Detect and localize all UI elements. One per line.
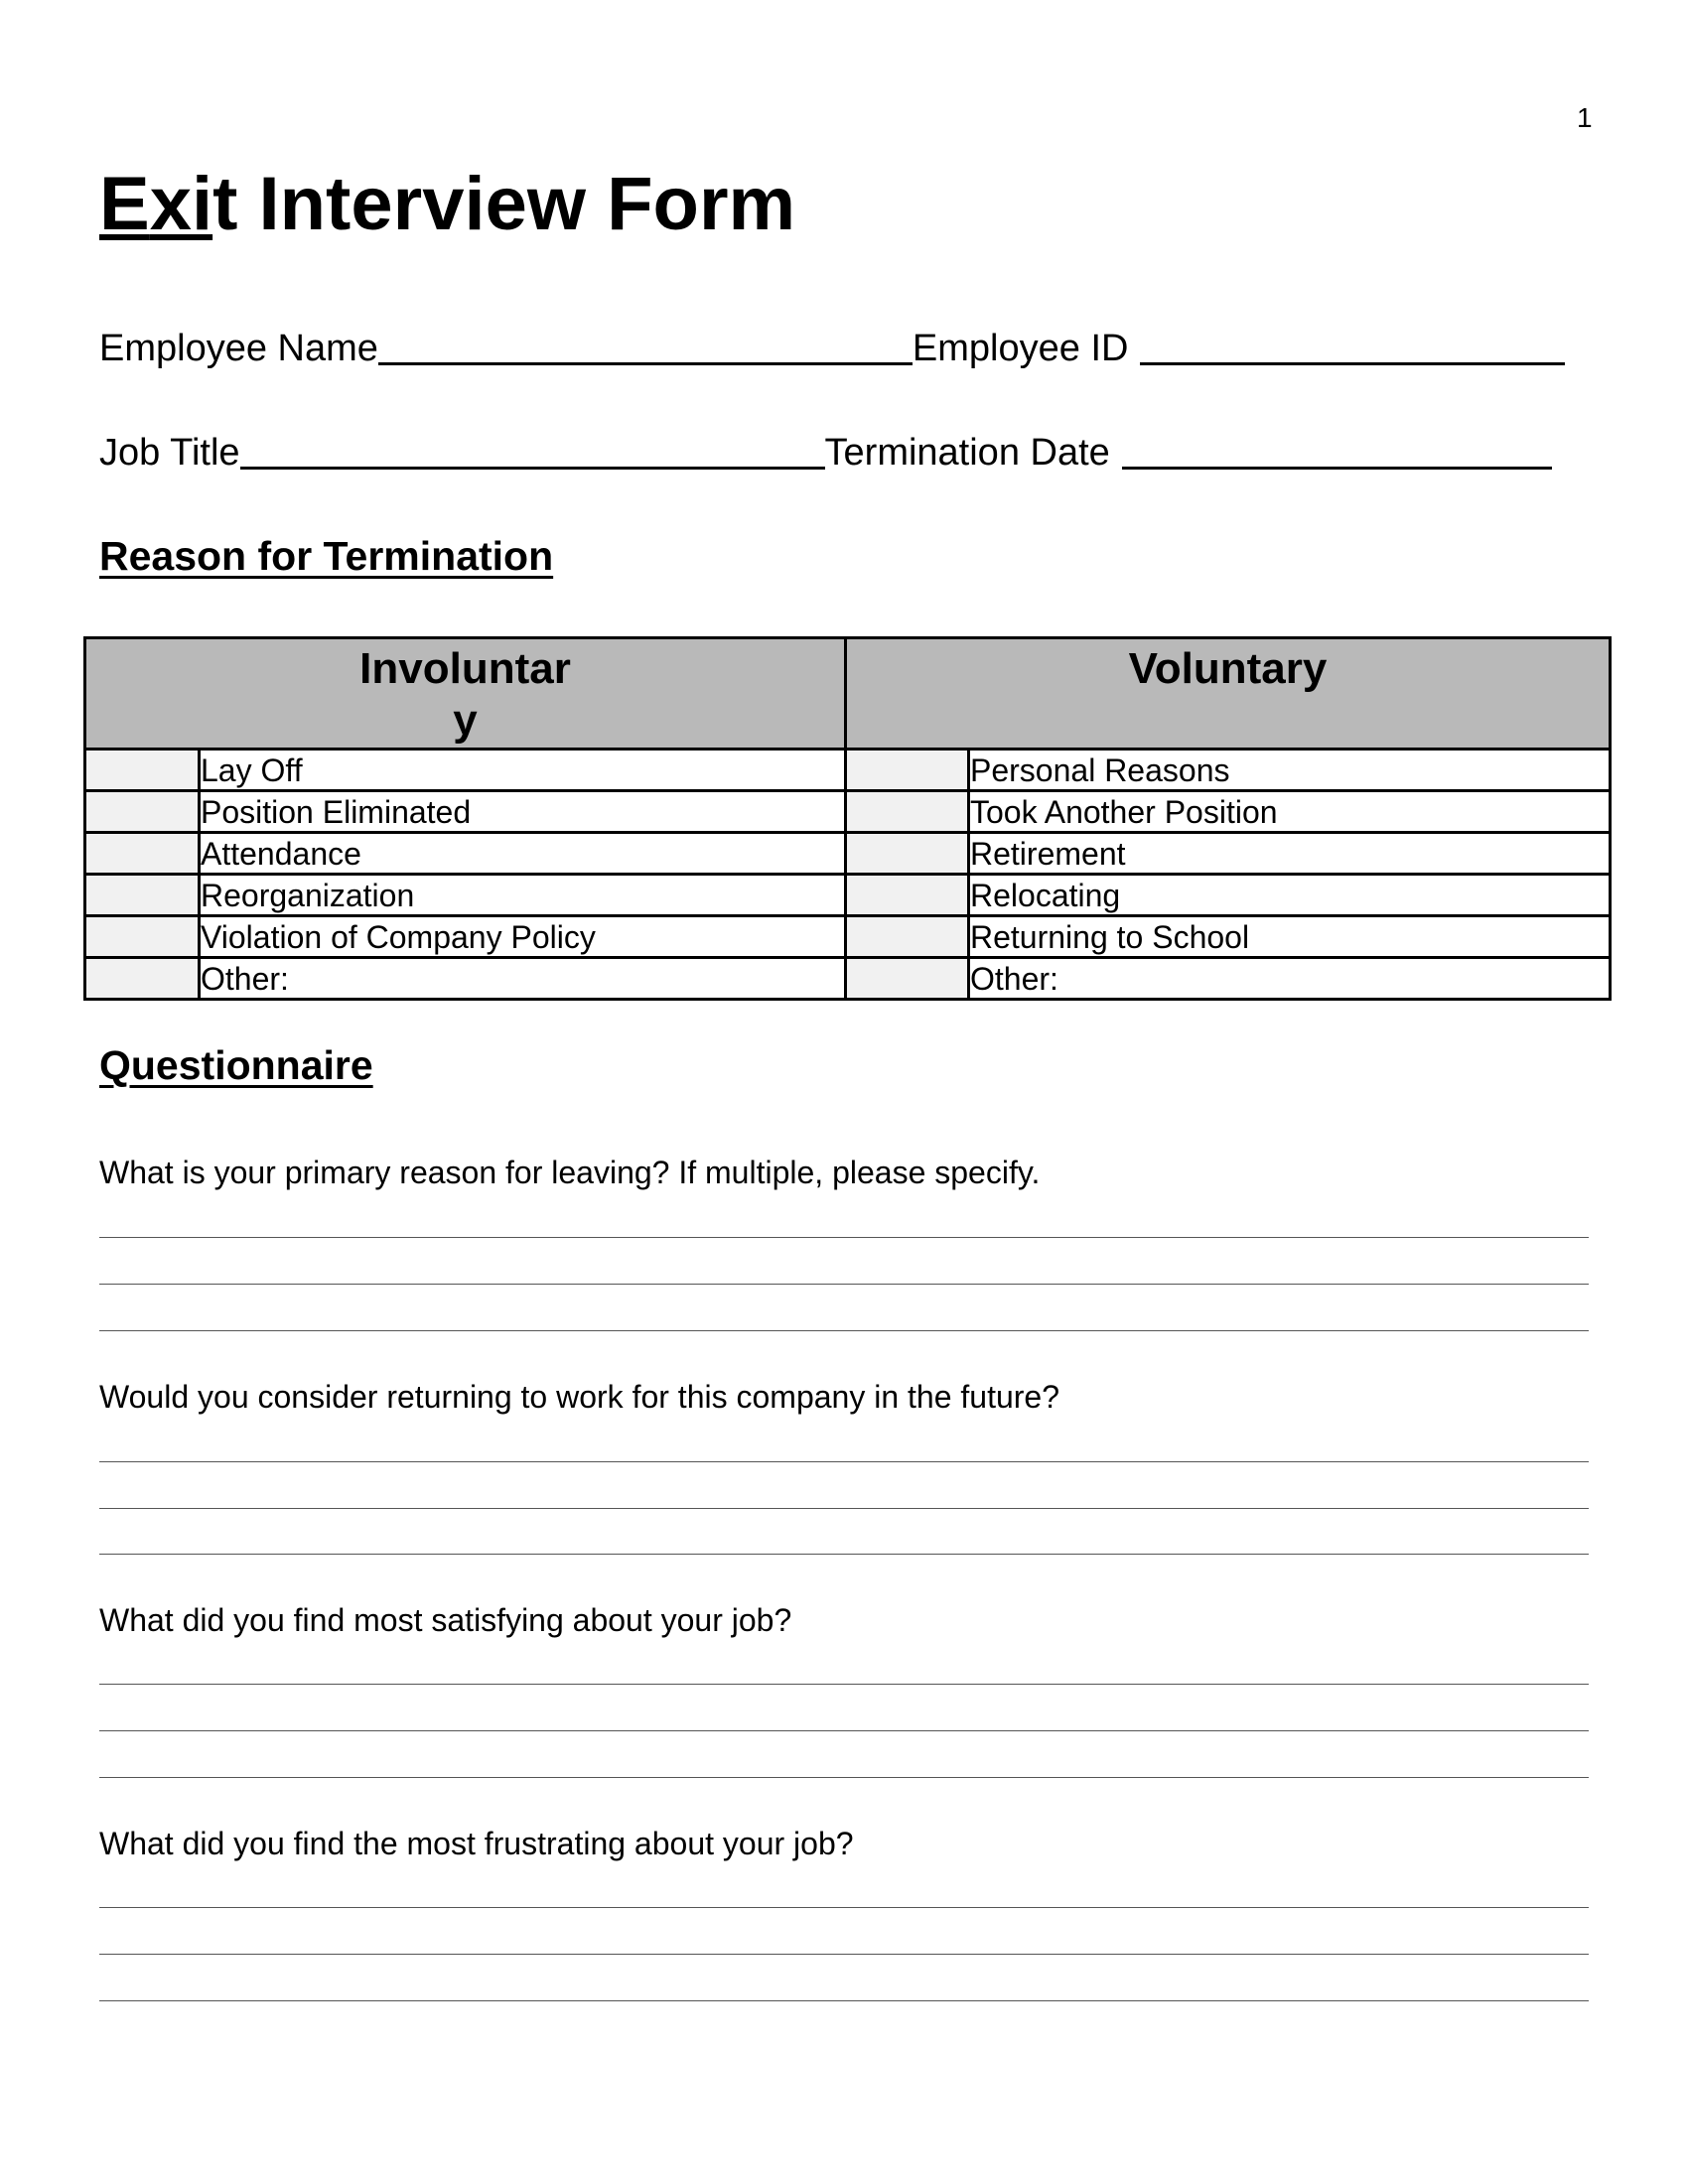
table-row [85,958,1611,1000]
job-row [99,427,1552,476]
involuntary-header-line2: y [453,696,478,745]
employee-row [99,323,1565,371]
involuntary-header-line1: Involuntar [359,644,571,693]
answer-line[interactable] [99,1461,1589,1462]
answer-line[interactable] [99,1777,1589,1778]
title-part-underlined: E [99,162,150,246]
question-4: What did you find the most frustrating about your job? [99,1826,854,1861]
question-2: Would you consider returning to work for this company in the future? [99,1379,1060,1415]
answer-line[interactable] [99,1554,1589,1555]
involuntary-label: Position Eliminated [200,791,846,833]
involuntary-label: Violation of Company Policy [200,916,846,958]
voluntary-checkbox[interactable] [846,833,969,875]
involuntary-checkbox[interactable] [85,958,200,1000]
voluntary-label: Personal Reasons [969,750,1611,791]
involuntary-checkbox[interactable] [85,875,200,916]
employee-name-field[interactable] [378,323,913,365]
involuntary-label: Reorganization [200,875,846,916]
answer-line[interactable] [99,1330,1589,1331]
termination-date-field[interactable] [1122,427,1552,470]
involuntary-label: Other: [200,958,846,1000]
table-row [85,750,1611,791]
table-row [85,916,1611,958]
voluntary-label: Relocating [969,875,1611,916]
answer-line[interactable] [99,1907,1589,1908]
involuntary-label: Attendance [200,833,846,875]
answer-line[interactable] [99,1730,1589,1731]
voluntary-label: Took Another Position [969,791,1611,833]
page-number: 1 [1577,102,1593,133]
reason-heading: Reason for Termination [99,533,554,579]
voluntary-checkbox[interactable] [846,750,969,791]
voluntary-header: Voluntary [846,638,1611,750]
title-part-rest: t Interview Form [212,162,796,246]
termination-date-label: Termination Date [824,432,1110,474]
involuntary-label: Lay Off [200,750,846,791]
page-title [99,162,796,246]
answer-line[interactable] [99,1954,1589,1955]
voluntary-label: Other: [969,958,1611,1000]
table-row [85,875,1611,916]
voluntary-checkbox[interactable] [846,916,969,958]
involuntary-checkbox[interactable] [85,916,200,958]
table-row [85,791,1611,833]
involuntary-checkbox[interactable] [85,833,200,875]
voluntary-label: Retirement [969,833,1611,875]
involuntary-checkbox[interactable] [85,791,200,833]
questionnaire-heading: Questionnaire [99,1042,373,1088]
answer-line[interactable] [99,1237,1589,1238]
job-title-field[interactable] [240,427,825,470]
title-part-underlined-2: xi [149,162,213,246]
reason-table-header [85,638,1611,750]
voluntary-checkbox[interactable] [846,875,969,916]
involuntary-checkbox[interactable] [85,750,200,791]
answer-line[interactable] [99,2000,1589,2001]
involuntary-header [85,638,846,750]
answer-line[interactable] [99,1684,1589,1685]
table-row [85,833,1611,875]
reason-table [83,636,1612,1001]
employee-id-label: Employee ID [912,328,1129,369]
answer-line[interactable] [99,1284,1589,1285]
job-title-label: Job Title [99,432,240,474]
question-1: What is your primary reason for leaving? If multiple, please specify. [99,1155,1041,1190]
employee-id-field[interactable] [1140,323,1565,365]
answer-line[interactable] [99,1508,1589,1509]
voluntary-checkbox[interactable] [846,958,969,1000]
voluntary-checkbox[interactable] [846,791,969,833]
employee-name-label: Employee Name [99,328,378,369]
voluntary-label: Returning to School [969,916,1611,958]
question-3: What did you find most satisfying about your job? [99,1602,792,1638]
